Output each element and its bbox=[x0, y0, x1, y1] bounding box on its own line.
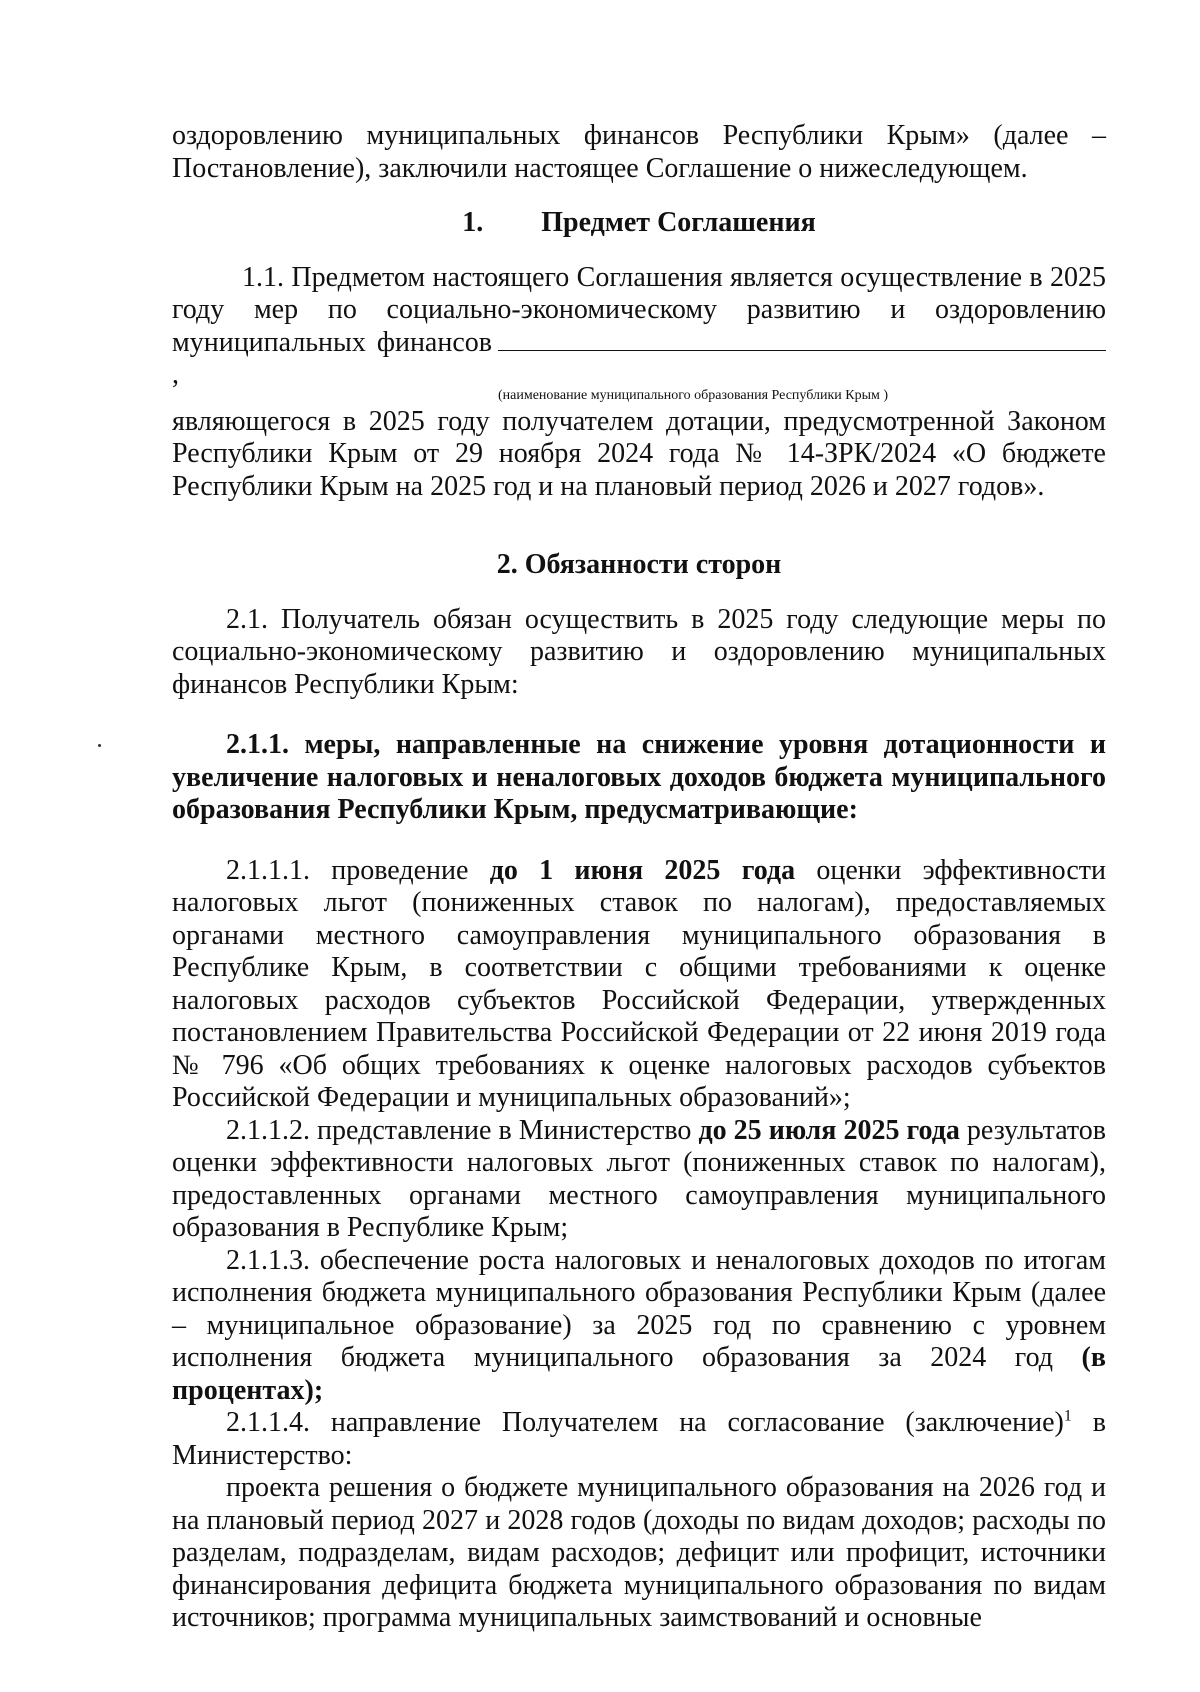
clause-2-1-1-1 bbox=[172, 855, 1106, 1115]
clause-2-1-1-4-text-c: в Министерство: bbox=[172, 1407, 1106, 1471]
clause-2-1-1-2-text-c: результатов оценки эффективности налоговых льгот (пониженных ставок по налогам), предоставленных органами местного самоуправления муниципального образования в Республике Крым; bbox=[172, 1114, 1106, 1243]
section-2-heading: 2. Обязанности сторон bbox=[496, 549, 782, 580]
clause-2-1-1-1-deadline: до 1 июня 2025 года bbox=[489, 854, 796, 886]
clause-1-1-start: 1.1. Предметом настоящего Соглашения является осуществление в 2025 году мер по социально-экономическому развитию и оздоровлению муниципальных финансов bbox=[172, 261, 1106, 358]
clause-2-1: 2.1. Получатель обязан осуществить в 2025 году следующие меры по социально-экономическому развитию и оздоровлению муниципальных финансов Республики Крым: bbox=[172, 603, 1106, 700]
clause-2-1-1-2-text-a: 2.1.1.2. представление в Министерство bbox=[226, 1114, 699, 1146]
municipality-blank-line bbox=[498, 328, 1106, 351]
clause-2-1-1-1-text-a: 2.1.1.1. проведение bbox=[226, 854, 490, 886]
clause-2-1-1-2 bbox=[172, 1115, 1106, 1245]
clause-2-1-1-3-text-a: 2.1.1.3. обеспечение роста налоговых и неналоговых доходов по итогам исполнения бюджета муниципального образования Республики Крым (далее – муниципальное образование) за 2025 год по сравнению с уровнем исполнения бюджета муниципального образования за 2024 год bbox=[172, 1244, 1106, 1373]
clause-2-1-1-3-unit: (в процентах); bbox=[172, 1342, 1106, 1406]
clause-1-1 bbox=[172, 262, 1106, 392]
clause-2-1-1-3 bbox=[172, 1245, 1106, 1408]
clause-2-1-1-1-text-c: оценки эффективности налоговых льгот (пониженных ставок по налогам), предоставляемых органами местного самоуправления муниципального образования в Республике Крым, в соответствии с общими требованиями к оценке налоговых расходов субъектов Российской Федерации, утвержденных постановлением Правительства Российской Федерации от 22 июня 2019 года № 796 «Об общих требованиях к оценке налоговых расходов субъектов Российской Федерации и муниципальных образований»; bbox=[172, 854, 1106, 1113]
budget-project-paragraph: проекта решения о бюджете муниципального образования на 2026 год и на плановый период 2027 и 2028 годов (доходы по видам доходов; расходы по разделам, подразделам, видам расходов; дефицит или профицит, источники финансирования дефицита бюджета муниципального образования по видам источников; программа муниципальных заимствований и основные bbox=[172, 1472, 1106, 1633]
blank-line-caption: (наименование муниципального образования Республики Крым ) bbox=[498, 387, 889, 403]
clause-1-1-continued: являющегося в 2025 году получателем дотации, предусмотренной Законом Республики Крым от 29 ноября 2024 года № 14-ЗРК/2024 «О бюджете Республики Крым на 2025 год и на плановый период 2026 и 2027 годов». bbox=[172, 405, 1106, 502]
clause-2-1-1-4-text-a: 2.1.1.4. направление Получателем на согласование (заключение) bbox=[226, 1407, 1064, 1438]
footnote-marker: 1 bbox=[1063, 1407, 1072, 1425]
section-1-heading bbox=[172, 207, 1106, 240]
section-1-number: 1. bbox=[462, 207, 484, 238]
clause-2-1-1-4 bbox=[172, 1407, 1106, 1472]
clause-2-1-1-2-deadline: до 25 июля 2025 года bbox=[698, 1114, 960, 1146]
intro-paragraph: оздоровлению муниципальных финансов Республики Крым» (далее – Постановление), заключили настоящее Соглашение о нижеследующем. bbox=[172, 120, 1106, 184]
document-page bbox=[172, 120, 1106, 1635]
clause-2-1-1: 2.1.1. меры, направленные на снижение уровня дотационности и увеличение налоговых и неналоговых доходов бюджета муниципального образования Республики Крым, предусматривающие: bbox=[172, 729, 1106, 825]
section-1-title: Предмет Соглашения bbox=[541, 207, 816, 238]
scan-speck bbox=[98, 744, 101, 747]
clause-1-1-comma: , bbox=[172, 359, 179, 390]
